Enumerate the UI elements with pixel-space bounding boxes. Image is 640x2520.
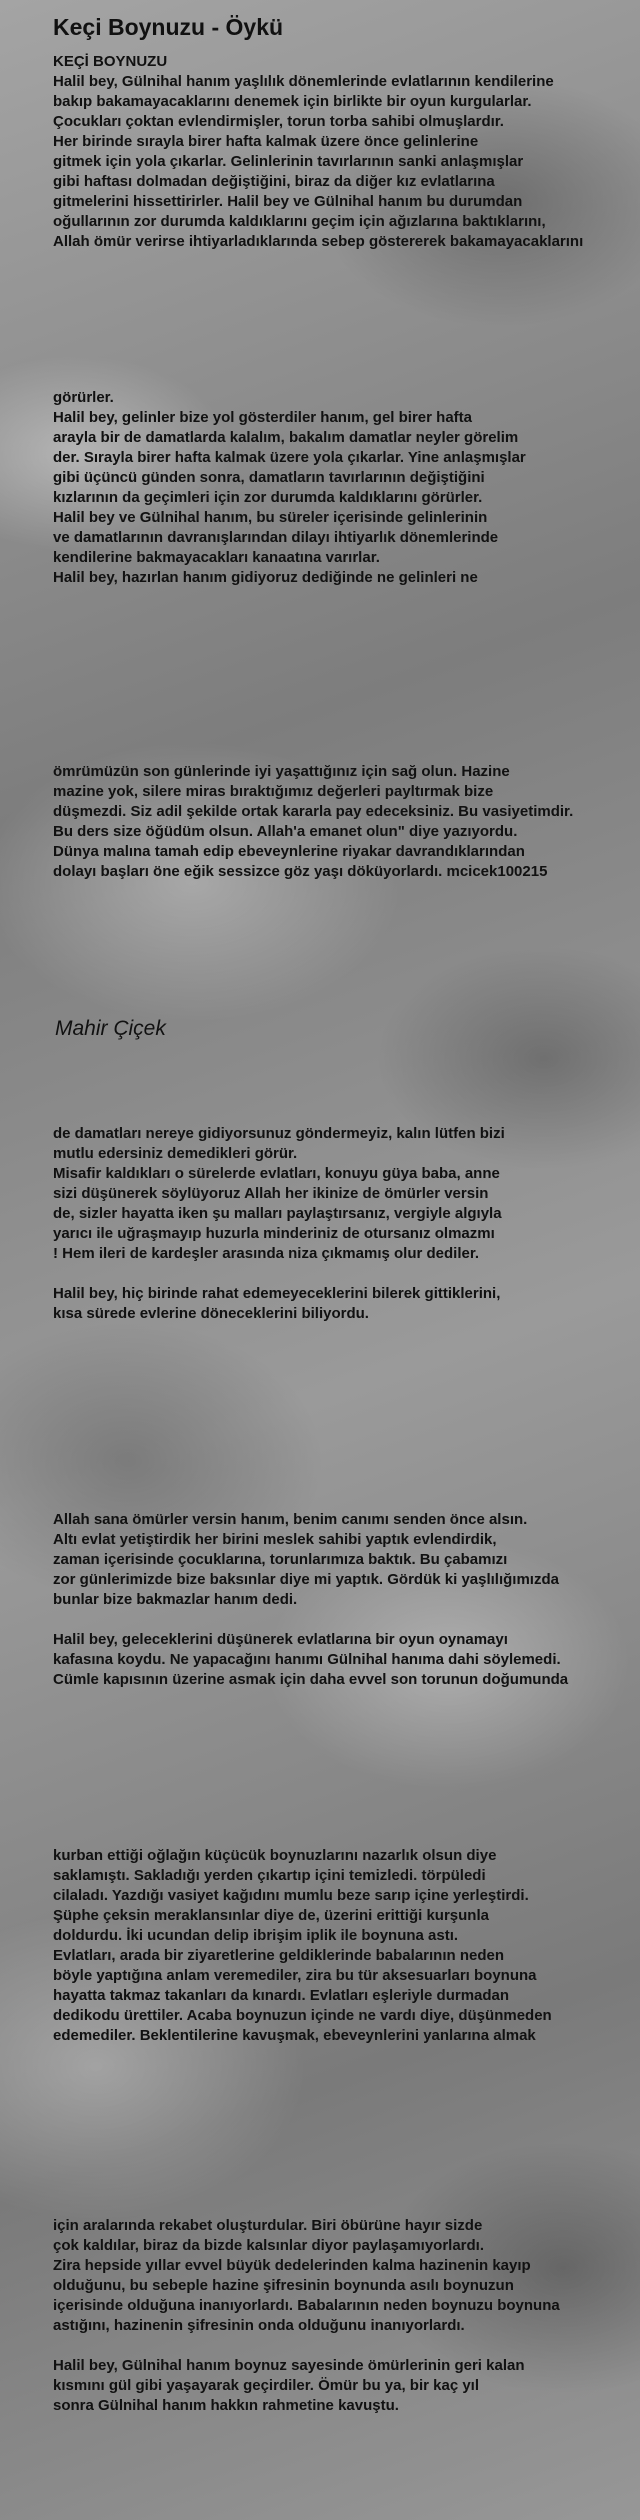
- text-line: oğullarının zor durumda kaldıklarını geçim için ağızlarına baktıklarını,: [53, 213, 546, 230]
- text-line: Halil bey ve Gülnihal hanım, bu süreler içerisinde gelinlerinin: [53, 509, 488, 526]
- text-line: cilaladı. Yazdığı vasiyet kağıdını mumlu beze sarıp içine yerleştirdi.: [53, 1887, 529, 1904]
- text-line: bakıp bakamayacaklarını denemek için birlikte bir oyun kurgularlar.: [53, 93, 532, 110]
- text-line: kısmını gül gibi yaşayarak geçirdiler. Ömür bu ya, bir kaç yıl: [53, 2377, 480, 2394]
- text-line: hayatta takmaz takanları da kınardı. Evlatları eşleriyle durmadan: [53, 1987, 510, 2004]
- text-line: gibi haftası dolmadan değiştiğini, biraz da diğer kız evlatlarına: [53, 173, 495, 190]
- text-line: ve damatlarının davranışlarından dilayı ihtiyarlık dönemlerinde: [53, 529, 499, 546]
- text-line: sonra Gülnihal hanım hakkın rahmetine kavuştu.: [53, 2397, 399, 2414]
- text-line: kendilerine bakmayacakları kanaatına varırlar.: [53, 549, 380, 566]
- text-line: kısa sürede evlerine döneceklerini biliyordu.: [53, 1305, 369, 1322]
- text-line: arayla bir de damatlarda kalalım, bakalım damatlar neyler görelim: [53, 429, 519, 446]
- text-line: Bu ders size öğüdüm olsun. Allah'a emanet olun" diye yazıyordu.: [53, 823, 518, 840]
- text-line: KEÇİ BOYNUZU: [53, 53, 168, 70]
- text-line: dolayı başları öne eğik sessizce göz yaşı döküyorlardı. mcicek100215: [53, 863, 548, 880]
- text-line: doldurdu. İki ucundan delip ibrişim iplik ile boynuna astı.: [53, 1927, 459, 1944]
- text-line: Halil bey, gelinler bize yol gösterdiler hanım, gel birer hafta: [53, 409, 472, 426]
- text-line: Misafir kaldıkları o sürelerde evlatları, konuyu güya baba, anne: [53, 1165, 500, 1182]
- text-line: gitmelerini hissettirirler. Halil bey ve Gülnihal hanım bu durumdan: [53, 193, 523, 210]
- text-line: Altı evlat yetiştirdik her birini meslek sahibi yaptık evlendirdik,: [53, 1531, 497, 1548]
- text-line: Allah sana ömürler versin hanım, benim canımı senden önce alsın.: [53, 1511, 528, 1528]
- text-line: böyle yaptığına anlam veremediler, zira bu tür aksesuarları boynuna: [53, 1967, 537, 1984]
- text-line: astığını, hazinenin şifresinin onda olduğunu inanıyorlardı.: [53, 2317, 465, 2334]
- story-section-1: [53, 52, 633, 252]
- page-title: Keçi Boynuzu - Öykü: [53, 14, 284, 40]
- text-line: kızlarının da geçimleri için zor durumda kaldıklarını görürler.: [53, 489, 483, 506]
- text-line: Çocukları çoktan evlendirmişler, torun torba sahibi olmuşlardır.: [53, 113, 504, 130]
- text-line: Şüphe çeksin meraklansınlar diye de, üzerini erittiği kurşunla: [53, 1907, 489, 1924]
- text-line: mutlu edersiniz demedikleri görür.: [53, 1145, 298, 1162]
- story-section-7: [53, 2216, 633, 2416]
- text-line: kurban ettiği oğlağın küçücük boynuzlarını nazarlık olsun diye: [53, 1847, 497, 1864]
- text-line: [53, 1264, 633, 1284]
- text-line: Halil bey, geleceklerini düşünerek evlatlarına bir oyun oynamayı: [53, 1631, 508, 1648]
- text-line: gibi üçüncü günden sonra, damatların tavırlarının değiştiğini: [53, 469, 485, 486]
- text-line: sizi düşünerek söylüyoruz Allah her ikinize de ömürler versin: [53, 1185, 489, 1202]
- text-line: olduğunu, bu sebeple hazine şifresinin boynunda asılı boynuzun: [53, 2277, 514, 2294]
- text-line: için aralarında rekabet oluşturdular. Biri öbürüne hayır sizde: [53, 2217, 483, 2234]
- text-line: zor günlerimizde bize baksınlar diye mi yaptık. Gördük ki yaşlılığımızda: [53, 1571, 559, 1588]
- text-line: yarıcı ile uğraşmayıp huzurla minderiniz de otursanız olmazmı: [53, 1225, 495, 1242]
- text-line: içerisinde olduğuna inanıyorlardı. Babalarının neden boynuzu boynuna: [53, 2297, 560, 2314]
- text-line: der. Sırayla birer hafta kalmak üzere yola çıkarlar. Yine anlaşmışlar: [53, 449, 526, 466]
- text-line: Halil bey, hazırlan hanım gidiyoruz dediğinde ne gelinleri ne: [53, 569, 478, 586]
- text-line: zaman içerisinde çocuklarına, torunlarımıza baktık. Bu çabamızı: [53, 1551, 508, 1568]
- story-section-3: [53, 762, 633, 882]
- text-line: Dünya malına tamah edip ebeveynlerine riyakar davrandıklarından: [53, 843, 525, 860]
- text-line: dedikodu ürettiler. Acaba boynuzun içinde ne vardı diye, düşünmeden: [53, 2007, 552, 2024]
- text-line: Halil bey, Gülnihal hanım boynuz sayesinde ömürlerinin geri kalan: [53, 2357, 525, 2374]
- text-line: Halil bey, Gülnihal hanım yaşlılık dönemlerinde evlatlarının kendilerine: [53, 73, 554, 90]
- text-line: [53, 1610, 633, 1630]
- text-line: Halil bey, hiç birinde rahat edemeyeceklerini bilerek gittiklerini,: [53, 1285, 501, 1302]
- text-line: ! Hem ileri de kardeşler arasında niza çıkmamış olur dediler.: [53, 1245, 480, 1262]
- text-line: Allah ömür verirse ihtiyarladıklarında sebep göstererek bakamayacaklarını: [53, 233, 584, 250]
- text-line: mazine yok, silere miras bıraktığımız değerleri payltırmak bize: [53, 783, 494, 800]
- text-line: saklamıştı. Sakladığı yerden çıkartıp içini temizledi. törpüledi: [53, 1867, 486, 1884]
- story-section-6: [53, 1846, 633, 2046]
- text-line: kafasına koydu. Ne yapacağını hanımı Gülnihal hanıma dahi söylemedi.: [53, 1651, 561, 1668]
- text-line: edemediler. Beklentilerine kavuşmak, ebeveynlerini yanlarına almak: [53, 2027, 536, 2044]
- text-line: ömrümüzün son günlerinde iyi yaşattığınız için sağ olun. Hazine: [53, 763, 510, 780]
- story-section-5: [53, 1510, 633, 1690]
- text-line: gitmek için yola çıkarlar. Gelinlerinin tavırlarının sanki anlaşmışlar: [53, 153, 524, 170]
- text-line: Evlatları, arada bir ziyaretlerine geldiklerinde babalarının neden: [53, 1947, 504, 1964]
- text-line: de, sizler hayatta iken şu malları paylaştırsanız, vergiyle algıyla: [53, 1205, 502, 1222]
- text-line: [53, 2336, 633, 2356]
- story-section-4: [53, 1124, 633, 1324]
- text-line: çok kaldılar, biraz da bizde kalsınlar diyor paylaşamıyorlardı.: [53, 2237, 485, 2254]
- story-section-2: [53, 388, 633, 588]
- author-name: Mahir Çiçek: [55, 1017, 166, 1040]
- text-line: bunlar bize bakmazlar hanım dedi.: [53, 1591, 298, 1608]
- text-line: düşmezdi. Siz adil şekilde ortak kararla pay edeceksiniz. Bu vasiyetimdir.: [53, 803, 574, 820]
- text-line: görürler.: [53, 389, 114, 406]
- text-line: Cümle kapısının üzerine asmak için daha evvel son torunun doğumunda: [53, 1671, 569, 1688]
- text-line: Zira hepside yıllar evvel büyük dedelerinden kalma hazinenin kayıp: [53, 2257, 531, 2274]
- text-line: Her birinde sırayla birer hafta kalmak üzere önce gelinlerine: [53, 133, 479, 150]
- text-line: de damatları nereye gidiyorsunuz göndermeyiz, kalın lütfen bizi: [53, 1125, 505, 1142]
